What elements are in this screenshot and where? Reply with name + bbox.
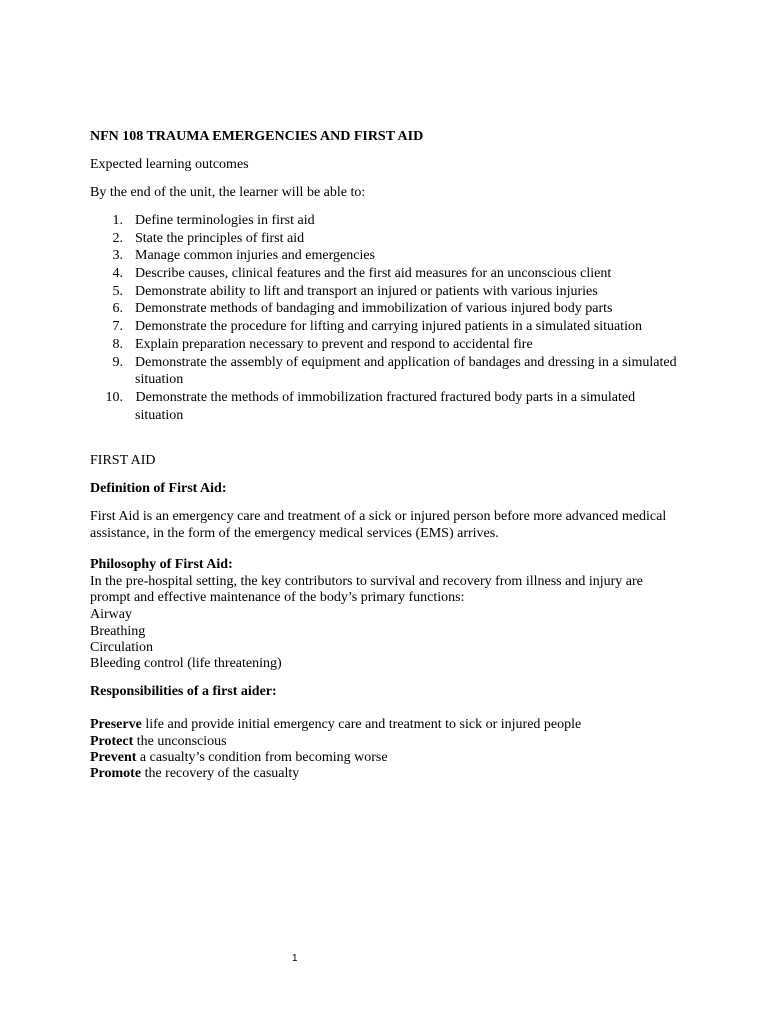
- definition-line: First Aid is an emergency care and treatment of a sick or injured person before more advanced medical: [90, 509, 667, 524]
- list-item-text-continued: situation: [135, 408, 184, 423]
- list-item-text: Describe causes, clinical features and the first aid measures for an unconscious client: [135, 266, 612, 281]
- list-item-text: Demonstrate methods of bandaging and immobilization of various injured body parts: [135, 301, 613, 316]
- list-item-text: Explain preparation necessary to prevent and respond to accidental fire: [135, 337, 533, 352]
- list-item-text: Manage common injuries and emergencies: [135, 248, 375, 263]
- philosophy-line: In the pre-hospital setting, the key contributors to survival and recovery from illness and injury are: [90, 574, 643, 589]
- definition-line: assistance, in the form of the emergency medical services (EMS) arrives.: [90, 526, 499, 541]
- responsibilities-heading: Responsibilities of a first aider:: [90, 684, 277, 699]
- philosophy-line: prompt and effective maintenance of the body’s primary functions:: [90, 590, 465, 605]
- list-item-text: Demonstrate the assembly of equipment and application of bandages and dressing in a simulated: [135, 355, 677, 370]
- responsibility-text: a casualty’s condition from becoming worse: [136, 750, 388, 765]
- list-item-number: 9.: [112, 355, 123, 370]
- responsibility-keyword: Prevent: [90, 750, 137, 765]
- list-item-number: 3.: [112, 248, 123, 263]
- list-item-text: State the principles of first aid: [135, 231, 305, 246]
- philosophy-heading: Philosophy of First Aid:: [90, 557, 233, 572]
- first-aid-heading: FIRST AID: [90, 453, 156, 468]
- list-item: [90, 734, 227, 750]
- list-item-number: 8.: [112, 337, 123, 352]
- page-number: 1: [292, 953, 298, 964]
- expected-outcomes-heading: Expected learning outcomes: [90, 157, 249, 172]
- list-item: Breathing: [90, 624, 146, 639]
- responsibility-text: the recovery of the casualty: [141, 766, 300, 781]
- list-item-number: 6.: [112, 301, 123, 316]
- list-item-text: Demonstrate the procedure for lifting and carrying injured patients in a simulated situation: [135, 319, 642, 334]
- list-item-text: Demonstrate the methods of immobilization fractured fractured body parts in a simulated: [132, 390, 636, 405]
- list-item-text: Define terminologies in first aid: [135, 213, 315, 228]
- list-item-number: 2.: [112, 231, 123, 246]
- responsibility-text: life and provide initial emergency care and treatment to sick or injured people: [141, 717, 582, 732]
- intro-text: By the end of the unit, the learner will be able to:: [90, 185, 366, 200]
- responsibility-keyword: Preserve: [90, 717, 142, 732]
- list-item: [90, 766, 299, 782]
- responsibility-text: the unconscious: [133, 734, 227, 749]
- list-item-number: 10.: [105, 390, 123, 405]
- responsibility-keyword: Protect: [90, 734, 134, 749]
- list-item-number: 1.: [112, 213, 123, 228]
- list-item: Circulation: [90, 640, 153, 655]
- list-item-text-continued: situation: [135, 372, 184, 387]
- list-item-number: 4.: [112, 266, 123, 281]
- list-item: Bleeding control (life threatening): [90, 656, 282, 671]
- definition-heading: Definition of First Aid:: [90, 481, 227, 496]
- list-item: [90, 717, 581, 733]
- list-item-number: 5.: [112, 284, 123, 299]
- list-item: [90, 750, 388, 766]
- document-title: NFN 108 TRAUMA EMERGENCIES AND FIRST AID: [90, 129, 424, 144]
- list-item-number: 7.: [112, 319, 123, 334]
- list-item: Airway: [90, 607, 132, 622]
- responsibility-keyword: Promote: [90, 766, 142, 781]
- list-item-text: Demonstrate ability to lift and transport an injured or patients with various injuries: [135, 284, 598, 299]
